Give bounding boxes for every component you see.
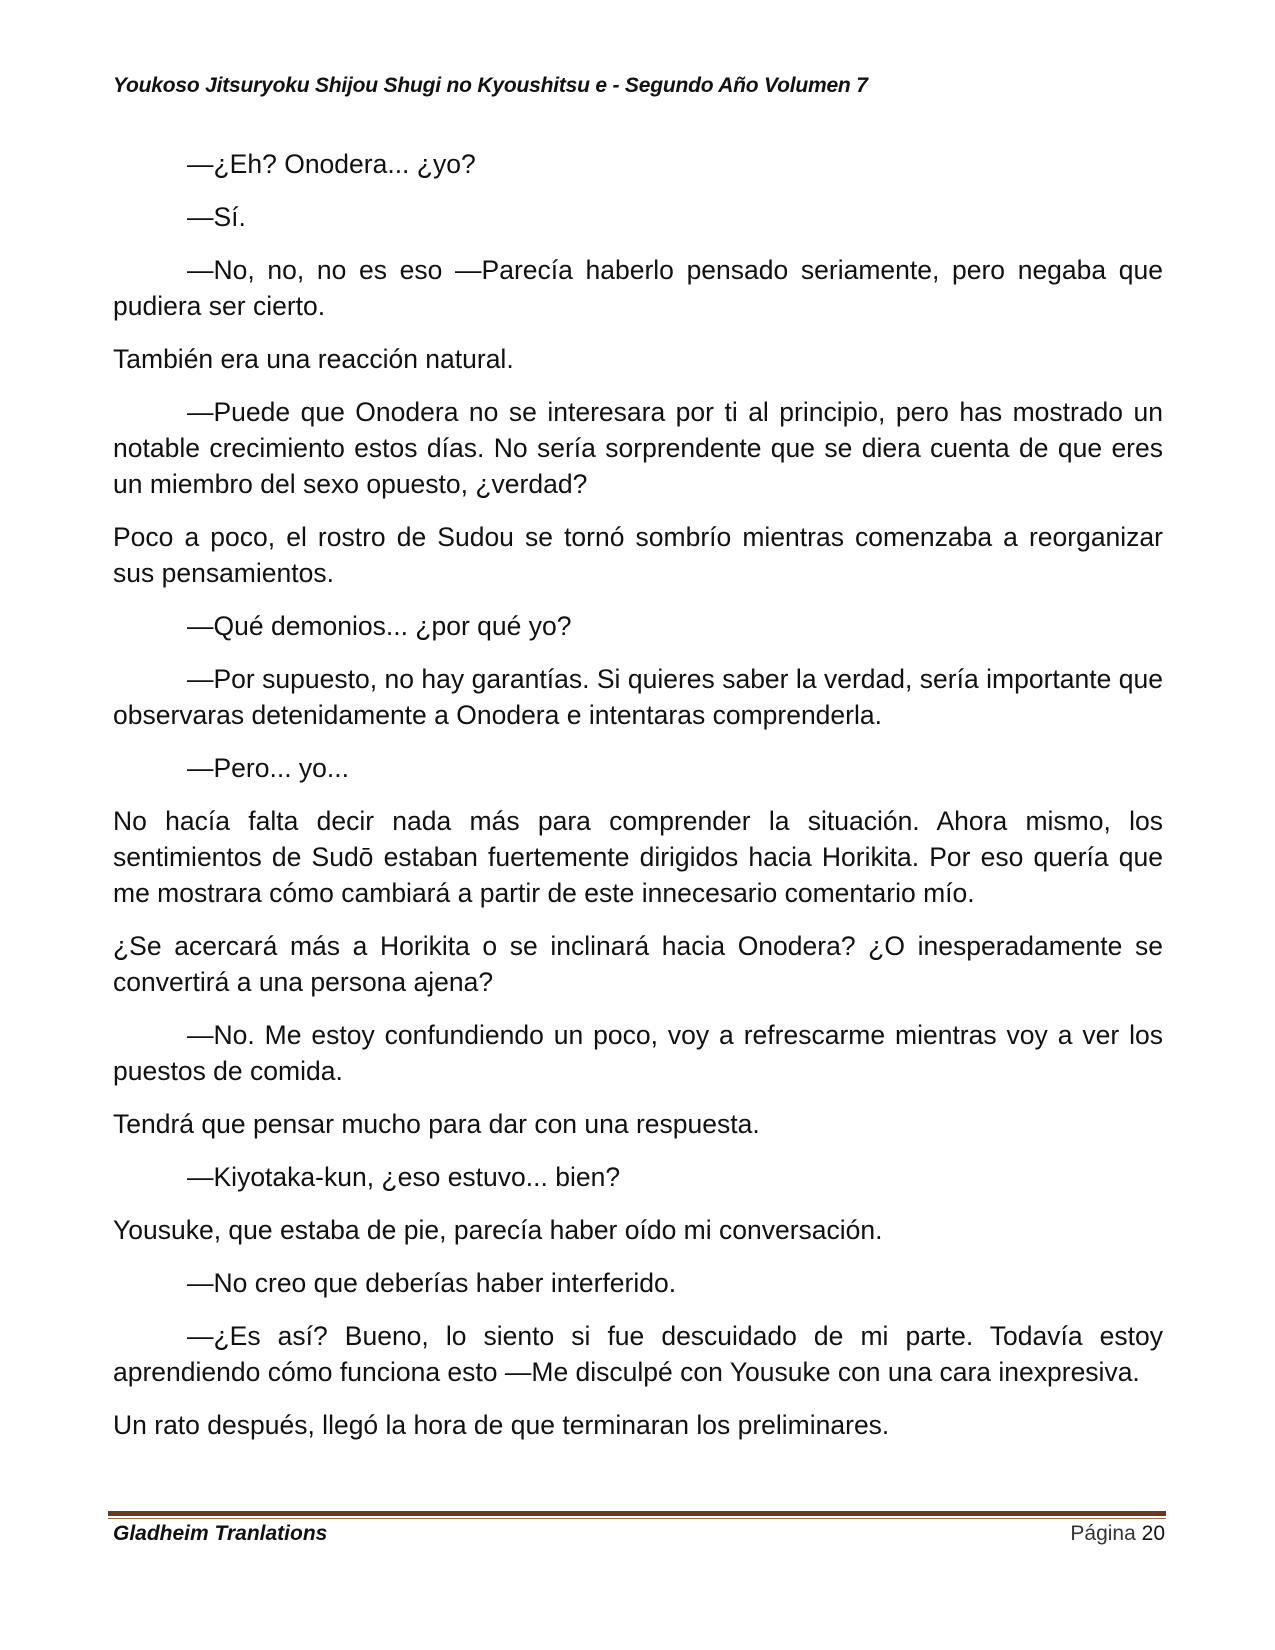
paragraph: —No creo que deberías haber interferido. [187,1268,677,1298]
paragraph: Poco a poco, el rostro de Sudou se tornó sombrío mientras comenzaba a reorganizar sus pensamientos. [113,522,1163,588]
paragraph: —Qué demonios... ¿por qué yo? [187,611,572,641]
page-number: 20 [1141,1522,1165,1545]
paragraph: También era una reacción natural. [113,344,514,374]
footer-divider-thick [108,1511,1166,1516]
paragraph: ¿Se acercará más a Horikita o se inclinará hacia Onodera? ¿O inesperadamente se convertirá a una persona ajena? [113,931,1163,997]
paragraph: Tendrá que pensar mucho para dar con una respuesta. [113,1109,760,1139]
paragraph: —Puede que Onodera no se interesara por ti al principio, pero has mostrado un notable crecimiento estos días. No sería sorprendente que se diera cuenta de que eres un miembro del sexo opuesto, ¿verdad? [113,397,1163,499]
paragraph: —Kiyotaka-kun, ¿eso estuvo... bien? [187,1162,621,1192]
paragraph: —No. Me estoy confundiendo un poco, voy a refrescarme mientras voy a ver los puestos de comida. [113,1020,1163,1086]
footer-publisher: Gladheim Tranlations [113,1522,328,1545]
footer-divider-thin [108,1518,1166,1519]
paragraph: —No, no, no es eso —Parecía haberlo pensado seriamente, pero negaba que pudiera ser cierto. [113,255,1163,321]
paragraph: Un rato después, llegó la hora de que terminaran los preliminares. [113,1410,890,1440]
paragraph: —Pero... yo... [187,753,350,783]
paragraph: No hacía falta decir nada más para comprender la situación. Ahora mismo, los sentimientos de Sudō estaban fuertemente dirigidos hacia Horikita. Por eso quería que me mostrara cómo cambiará a partir de este innecesario comentario mío. [113,806,1163,908]
page-header-title: Youkoso Jitsuryoku Shijou Shugi no Kyoushitsu e - Segundo Año Volumen 7 [113,74,868,97]
paragraph: —¿Es así? Bueno, lo siento si fue descuidado de mi parte. Todavía estoy aprendiendo cómo funciona esto —Me disculpé con Yousuke con una cara inexpresiva. [113,1321,1163,1387]
document-body [113,146,1163,1460]
paragraph: Yousuke, que estaba de pie, parecía haber oído mi conversación. [113,1215,883,1245]
page-label: Página [1070,1522,1136,1545]
footer-page-number [1070,1522,1165,1546]
paragraph: —Por supuesto, no hay garantías. Si quieres saber la verdad, sería importante que observaras detenidamente a Onodera e intentaras comprenderla. [113,664,1163,730]
paragraph: —¿Eh? Onodera... ¿yo? [187,149,476,179]
paragraph: —Sí. [187,202,246,232]
footer-divider [108,1511,1166,1519]
